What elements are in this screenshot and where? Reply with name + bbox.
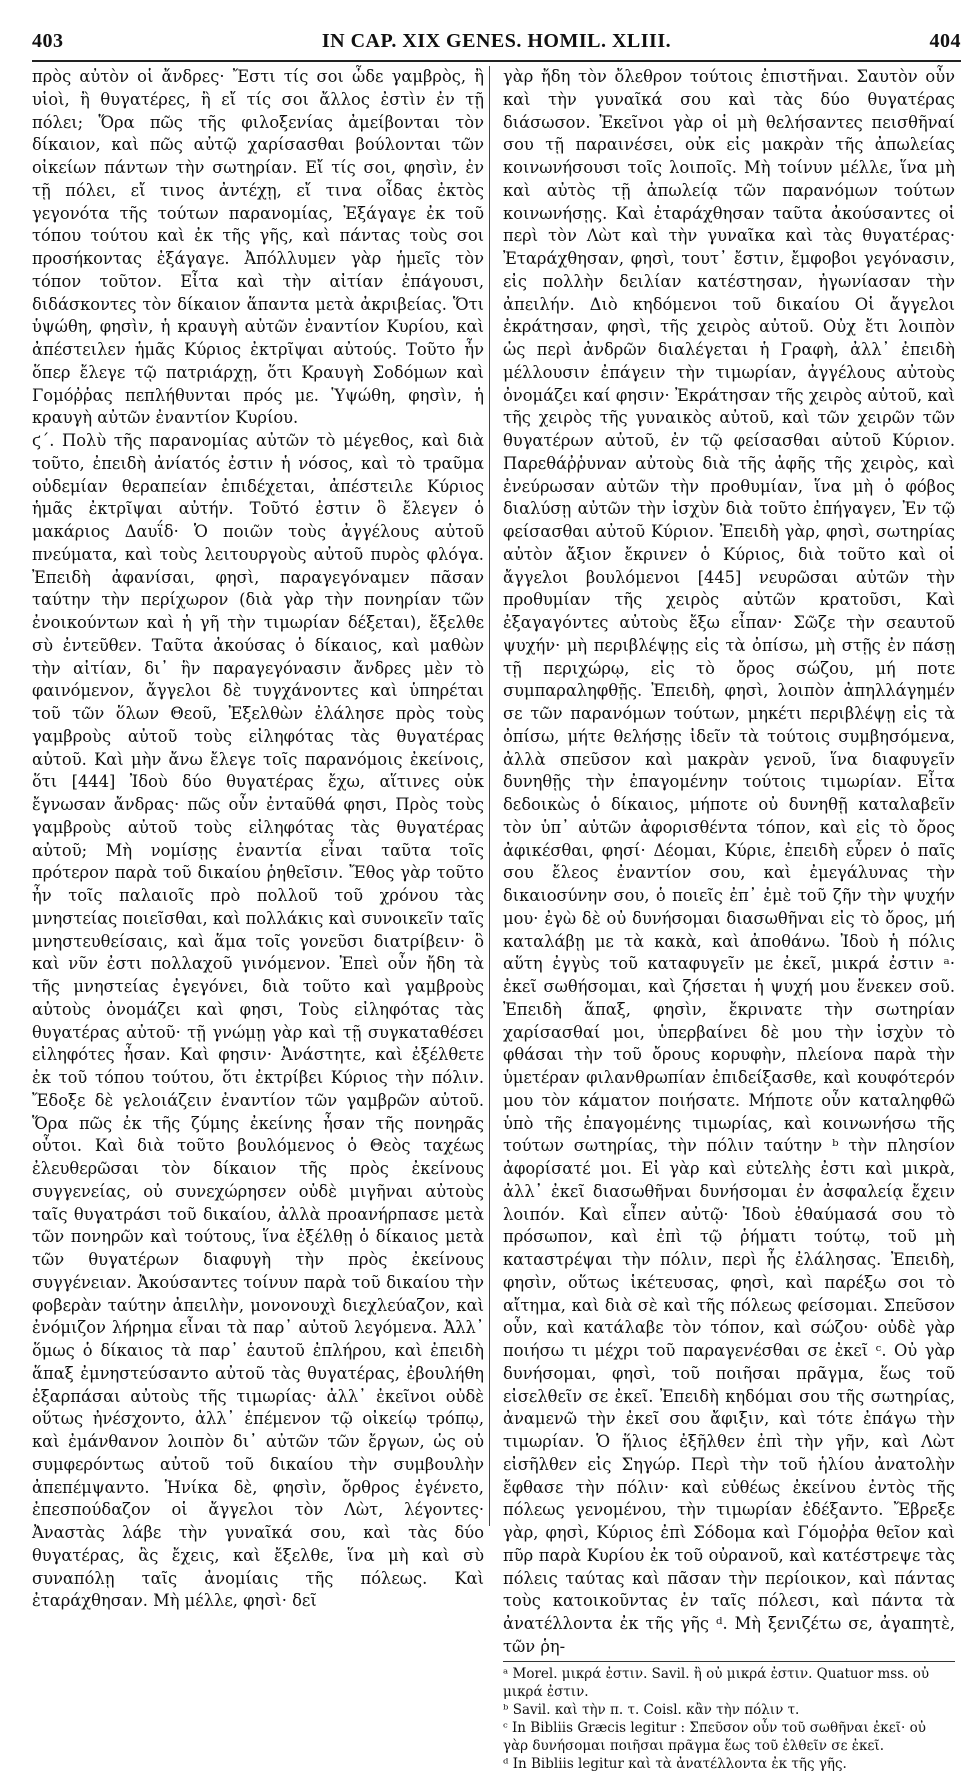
left-column xyxy=(32,66,484,1611)
page-number-right: 404 xyxy=(929,30,961,52)
paragraph: γὰρ ἤδη τὸν ὄλεθρον τούτοις ἐπιστῆναι. Σαυτὸν οὖν καὶ τὴν γυναῖκά σου καὶ τὰς δύο θυγατέρας διάσωσον. Ἐκεῖνοι γὰρ οἱ μὴ θελήσαντες πεισθῆναί σου τῇ παραινέσει, οὐκ εἰς μακρὰν τῆς ἀπωλείας κοινωνήσουσι τοῖς λοιποῖς. Μὴ τοίνυν μέλλε, ἵνα μὴ καὶ αὐτὸς τῇ ἀπωλείᾳ τῶν παρανόμων τούτων κοινωνήσῃς. Καὶ ἐταράχθησαν ταῦτα ἀκούσαντες οἱ περὶ τὸν Λὼτ καὶ τὴν γυναῖκα καὶ τὰς θυγατέρας· Ἐταράχθησαν, φησὶ, τουτ᾽ ἔστιν, ἔμφοβοι γεγόνασιν, εἰς πολλὴν δειλίαν κατέστησαν, ἠγωνίασαν τὴν ἀπειλήν. Διὸ κηδόμενοι τοῦ δικαίου Οἱ ἄγγελοι ἐκράτησαν, φησὶ, τῆς χειρὸς αὐτοῦ. Οὐχ ἔτι λοιπὸν ὡς περὶ ἀνδρῶν διαλέγεται ἡ Γραφὴ, ἀλλ᾽ ἐπειδὴ μέλλουσιν ἐπάγειν τὴν τιμωρίαν, ἀγγέλους αὐτοὺς ὀνομάζει καί φησιν· Ἐκράτησαν τῆς χειρὸς αὐτοῦ, καὶ τῆς χειρὸς τῆς γυναικὸς αὐτοῦ, καὶ τῶν χειρῶν τῶν θυγατέρων αὐτοῦ, ἐν τῷ φείσασθαι αὐτοῦ Κύριον. Παρεθάῤῥυναν αὐτοὺς διὰ τῆς ἀφῆς τῆς χειρὸς, καὶ ἐνεύρωσαν αὐτῶν τὴν προθυμίαν, ἵνα μὴ ὁ φόβος διαλύσῃ αὐτῶν τὴν ἰσχὺν διὰ τοῦτο ἐπήγαγεν, Ἐν τῷ φείσασθαι αὐτοῦ Κύριον. Ἐπειδὴ γὰρ, φησὶ, σωτηρίας αὐτὸν ἄξιον ἔκρινεν ὁ Κύριος, διὰ τοῦτο καὶ οἱ ἄγγελοι βουλόμενοι [445] νευρῶσαι αὐτῶν τὴν προθυμίαν τῆς χειρὸς αὐτῶν κρατοῦσι, Καὶ ἐξαγαγόντες αὐτοὺς ἔξω εἶπαν· Σῶζε τὴν σεαυτοῦ ψυχήν· μὴ περιβλέψῃς εἰς τὰ ὀπίσω, μὴ στῇς ἐν πάσῃ τῇ περιχώρῳ, εἰς τὸ ὄρος σώζου, μή ποτε συμπαραληφθῇς. Ἐπειδὴ, φησὶ, λοιπὸν ἀπηλλάγημέν σε τῶν παρανόμων τούτων, μηκέτι περιβλέψῃ εἰς τὰ ὀπίσω, μήτε θελήσῃς ἰδεῖν τὰ τούτοις συμβησόμενα, ἀλλὰ σπεῦσον καὶ μακρὰν γενοῦ, ἵνα διαφυγεῖν δυνηθῇς τὴν ἐπαγομένην τούτοις τιμωρίαν. Εἶτα δεδοικὼς ὁ δίκαιος, μήποτε οὐ δυνηθῇ καταλαβεῖν τὸν ὑπ᾽ αὐτῶν ἀφορισθέντα τόπον, καὶ εἰς τὸ ὄρος ἀφικέσθαι, φησί· Δέομαι, Κύριε, ἐπειδὴ εὗρεν ὁ παῖς σου ἔλεος ἐναντίον σου, καὶ ἐμεγάλυνας τὴν δικαιοσύνην σου, ὁ ποιεῖς ἐπ᾽ ἐμὲ τοῦ ζῆν τὴν ψυχήν μου· ἐγὼ δὲ οὐ δυνήσομαι διασωθῆναι εἰς τὸ ὄρος, μή καταλάβῃ με τὰ κακὰ, καὶ ἀποθάνω. Ἰδοὺ ἡ πόλις αὕτη ἐγγὺς τοῦ καταφυγεῖν με ἐκεῖ, μικρά ἐστιν ᵃ· ἐκεῖ σωθήσομαι, καὶ ζήσεται ἡ ψυχή μου ἕνεκεν σοῦ. Ἐπειδὴ ἅπαξ, φησὶν, ἔκρινατε τὴν σωτηρίαν χαρίσασθαί μοι, ὑπερβαίνει δὲ μου τὴν ἰσχὺν τὸ φθάσαι τὴν τοῦ ὄρους κορυφὴν, πλείονα παρὰ τὴν ὑμετέραν φιλανθρωπίαν ἐπιδείξασθε, καὶ κουφότερόν μου τὸν κάματον ποιήσατε. Μήποτε οὖν καταληφθῶ ὑπὸ τῆς ἐπαγομένης τιμωρίας, καὶ κοινωνήσω τῆς τούτων σωτηρίας, τὴν πόλιν ταύτην ᵇ τὴν πλησίον ἀφορίσατέ μοι. Εἰ γὰρ καὶ εὐτελὴς ἐστι καὶ μικρὰ, ἀλλ᾽ ἐκεῖ διασωθῆναι δυνήσομαι ἐν ἀσφαλείᾳ ἔχειν λοιπόν. Καὶ εἶπεν αὐτῷ· Ἰδοὺ ἐθαύμασά σου τὸ πρόσωπον, καὶ ἐπὶ τῷ ῥήματι τούτῳ, τοῦ μὴ καταστρέψαι τὴν πόλιν, περὶ ἧς ἐλάλησας. Ἐπειδὴ, φησὶν, οὕτως ἱκέτευσας, φησὶ, καὶ παρέξω σοι τὸ αἴτημα, καὶ διὰ σὲ καὶ τῆς πόλεως φείσομαι. Σπεῦσον οὖν, καὶ κατάλαβε τὸν τόπον, καὶ σώζου· οὐδὲ γὰρ ποιήσω τι μέχρι τοῦ παραγενέσθαι σε ἐκεῖ ᶜ. Οὐ γὰρ δυνήσομαι, φησὶ, τοῦ ποιῆσαι πρᾶγμα, ἕως τοῦ εἰσελθεῖν σε ἐκεῖ. Ἐπειδὴ κηδόμαι σου τῆς σωτηρίας, ἀναμενῶ τὴν ἐκεῖ σου ἄφιξιν, καὶ τότε ἐπάγω τὴν τιμωρίαν. Ὁ ἥλιος ἐξῆλθεν ἐπὶ τὴν γῆν, καὶ Λὼτ εἰσῆλθεν εἰς Σηγώρ. Περὶ τὴν τοῦ ἡλίου ἀνατολὴν ἔφθασε τὴν πόλιν· καὶ εὐθέως ἐκείνου ἐντὸς τῆς πόλεως γενομένου, τὴν τιμωρίαν ἐδέξαντο. Ἔβρεξε γὰρ, φησὶ, Κύριος ἐπὶ Σόδομα καὶ Γόμοῤῥα θεῖον καὶ πῦρ παρὰ Κυρίου ἐκ τοῦ οὐρανοῦ, καὶ κατέστρεψε τὰς πόλεις ταύτας καὶ πᾶσαν τὴν περίοικον, καὶ πάντας τοὺς κατοικοῦντας ἐν ταῖς πόλεσι, καὶ πάντα τὰ ἀνατέλλοντα ἐκ τῆς γῆς ᵈ. Μὴ ξενιζέτω σε, ἀγαπητὲ, τῶν ῥη- xyxy=(503,67,955,1656)
running-title: IN CAP. XIX GENES. HOMIL. XLIII. xyxy=(321,30,672,52)
header-rule xyxy=(32,60,961,62)
right-column xyxy=(503,66,955,1772)
column-divider xyxy=(489,66,490,1526)
paragraph: πρὸς αὐτὸν οἱ ἄνδρες· Ἔστι τίς σοι ὧδε γαμβρὸς, ἢ υἱοὶ, ἢ θυγατέρες, ἢ εἴ τίς σοι ἄλλος ἐστὶν ἐν τῇ πόλει; Ὅρα πῶς τῆς φιλοξενίας ἀμείβονται τὸν δίκαιον, καὶ πῶς αὐτῷ χαρίσασθαι βούλονται τῶν οἰκείων πάντων τὴν σωτηρίαν. Εἴ τίς σοι, φησὶν, ἐν τῇ πόλει, εἴ τινος ἀντέχῃ, εἴ τινα οἶδας ἐκτὸς γεγονότα τῆς τούτων παρανομίας, Ἐξάγαγε ἐκ τοῦ τόπου τούτου καὶ ἐκ τῆς γῆς, καὶ πάντας τοὺς σοι προσήκοντας ἐξάγαγε. Ἀπόλλυμεν γὰρ ἡμεῖς τὸν τόπον τοῦτον. Εἶτα καὶ τὴν αἰτίαν ἐπάγουσι, διδάσκοντες τὸν δίκαιον ἅπαντα μετὰ ἀκριβείας. Ὅτι ὑψώθη, φησὶν, ἡ κραυγὴ αὐτῶν ἐναντίον Κυρίου, καὶ ἀπέστειλεν ἡμᾶς Κύριος ἐκτρῖψαι αὐτούς. Τοῦτο ἦν ὅπερ ἔλεγε τῷ πατριάρχῃ, ὅτι Κραυγὴ Σοδόμων καὶ Γομόῤῥας πεπλήθυνται πρός με. Ὑψώθη, φησὶν, ἡ κραυγὴ αὐτῶν ἐναντίον Κυρίου. xyxy=(32,67,484,428)
footnote: ᵃ Morel. μικρά ἐστιν. Savil. ἢ οὐ μικρά ἐστιν. Quatuor mss. οὐ μικρά ἐστιν. xyxy=(503,1665,930,1700)
paragraph: ϛ΄. Πολὺ τῆς παρανομίας αὐτῶν τὸ μέγεθος, καὶ διὰ τοῦτο, ἐπειδὴ ἀνίατός ἐστιν ἡ νόσος, καὶ τὸ τραῦμα οὐδεμίαν θεραπείαν ἐπιδέχεται, ἀπέστειλε Κύριος ἡμᾶς ἐκτρῖψαι αὐτήν. Τοῦτό ἐστιν ὃ ἔλεγεν ὁ μακάριος Δαυΐδ· Ὁ ποιῶν τοὺς ἀγγέλους αὐτοῦ πνεύματα, καὶ τοὺς λειτουργοὺς αὐτοῦ πυρὸς φλόγα. Ἐπειδὴ ἀφανίσαι, φησὶ, παραγεγόναμεν πᾶσαν ταύτην τὴν περίχωρον (διὰ γὰρ τὴν πονηρίαν τῶν ἐνοικούντων καὶ ἡ γῆ τὴν τιμωρίαν δέξεται), ἔξελθε σὺ ἐντεῦθεν. Ταῦτα ἀκούσας ὁ δίκαιος, καὶ μαθὼν τὴν αἰτίαν, δι᾽ ἣν παραγεγόνασιν ἄνδρες μὲν τὸ φαινόμενον, ἄγγελοι δὲ τυγχάνοντες καὶ ὑπηρέται τοῦ τῶν ὅλων Θεοῦ, Ἐξελθὼν ἐλάλησε πρὸς τοὺς γαμβροὺς αὐτοῦ τοὺς εἰληφότας τὰς θυγατέρας αὐτοῦ. Καὶ μὴν ἄνω ἔλεγε τοῖς παρανόμοις ἐκείνοις, ὅτι [444] Ἰδοὺ δύο θυγατέρας ἔχω, αἵτινες οὐκ ἔγνωσαν ἄνδρας· πῶς οὖν ἐνταῦθά φησι, Πρὸς τοὺς γαμβροὺς αὐτοῦ τοὺς εἰληφότας τὰς θυγατέρας αὐτοῦ; Μὴ νομίσῃς ἐναντία εἶναι ταῦτα τοῖς πρότερον παρὰ τοῦ δικαίου ῥηθεῖσιν. Ἔθος γὰρ τοῦτο ἦν τοῖς παλαιοῖς πρὸ πολλοῦ τοῦ χρόνου τὰς μνηστείας ποιεῖσθαι, καὶ πολλάκις καὶ συνοικεῖν ταῖς μνηστευθείσαις, καὶ ἅμα τοῖς γονεῦσι διατρίβειν· ὃ καὶ νῦν ἐστι πολλαχοῦ γινόμενον. Ἐπεὶ οὖν ἤδη τὰ τῆς μνηστείας ἐγεγόνει, διὰ τοῦτο καὶ γαμβροὺς αὐτοὺς ὀνομάζει καὶ φησι, Τοὺς εἰληφότας τὰς θυγατέρας αὐτοῦ· τῇ γνώμῃ γὰρ καὶ τῇ συγκαταθέσει εἰληφότες ἦσαν. Καὶ φησιν· Ἀνάστητε, καὶ ἐξέλθετε ἐκ τοῦ τόπου τούτου, ὅτι ἐκτρίβει Κύριος τὴν πόλιν. Ἔδοξε δὲ γελοιάζειν ἐναντίον τῶν γαμβρῶν αὐτοῦ. Ὅρα πῶς ἐκ τῆς ζύμης ἐκείνης ἦσαν τῆς πονηρᾶς οὗτοι. Καὶ διὰ τοῦτο βουλόμενος ὁ Θεὸς ταχέως ἐλευθερῶσαι τὸν δίκαιον τῆς πρὸς ἐκείνους συγγενείας, οὐ συνεχώρησεν οὐδὲ μιγῆναι αὐτοὺς ταῖς θυγατράσι τοῦ δικαίου, ἀλλὰ προανήρπασε μετὰ τῶν πονηρῶν καὶ τούτους, ἵνα ἐξέλθῃ ὁ δίκαιος μετὰ τῶν θυγατέρων διαφυγὴ τὴν πρὸς ἐκείνους συγγένειαν. Ἀκούσαντες τοίνυν παρὰ τοῦ δικαίου τὴν φοβερὰν ταύτην ἀπειλὴν, μονονουχὶ διεχλεύαζον, καὶ ἐνόμιζον λήρημα εἶναι τὰ παρ᾽ αὐτοῦ λεγόμενα. Ἀλλ᾽ ὅμως ὁ δίκαιος τὰ παρ᾽ ἑαυτοῦ ἐπλήρου, καὶ ἐπειδὴ ἅπαξ ἐμνηστεύσαντο αὐτοῦ τὰς θυγατέρας, ἐβουλήθη ἐξαρπάσαι αὐτοὺς τῆς τιμωρίας· ἀλλ᾽ ἐκεῖνοι οὐδὲ οὕτως ἠνέσχοντο, ἀλλ᾽ ἐπέμενον τῷ οἰκείῳ τρόπῳ, καὶ ἐμάνθανον λοιπὸν δι᾽ αὐτῶν τῶν ἔργων, ὡς οὐ συμφερόντως αὐτοῦ τοῦ δικαίου τὴν συμβουλὴν ἀπεπέμψαντο. Ἡνίκα δὲ, φησὶν, ὄρθρος ἐγένετο, ἐπεσπούδαζον οἱ ἄγγελοι τὸν Λὼτ, λέγοντες· Ἀναστὰς λάβε τὴν γυναῖκά σου, καὶ τὰς δύο θυγατέρας, ἃς ἔχεις, καὶ ἔξελθε, ἵνα μὴ καὶ σὺ συναπόλῃ ταῖς ἀνομίαις τῆς πόλεως. Καὶ ἐταράχθησαν. Μὴ μέλλε, φησὶ· δεῖ xyxy=(32,431,484,1611)
page-number-left: 403 xyxy=(32,30,64,52)
footnotes xyxy=(503,1661,955,1773)
footnote: ᶜ In Bibliis Græcis legitur : Σπεῦσον οὖν τοῦ σωθῆναι ἐκεῖ· οὐ γὰρ δυνήσομαι ποιῆσαι πρᾶγμα ἕως τοῦ ἐλθεῖν σε ἐκεῖ. xyxy=(503,1719,926,1754)
footnote: ᵈ In Bibliis legitur καὶ τὰ ἀνατέλλοντα ἐκ τῆς γῆς. xyxy=(503,1755,847,1772)
running-header xyxy=(32,30,961,58)
footnote: ᵇ Savil. καὶ τὴν π. τ. Coisl. κἂν τὴν πόλιν τ. xyxy=(503,1701,800,1718)
